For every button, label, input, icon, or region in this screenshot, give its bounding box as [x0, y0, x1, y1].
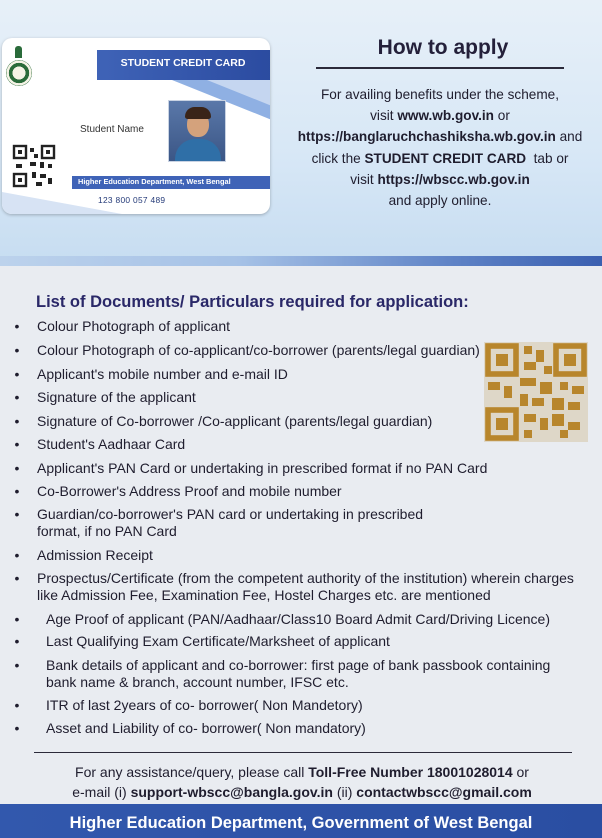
text: and [555, 129, 583, 145]
text: e-mail (i) [72, 784, 131, 800]
how-line [286, 126, 594, 147]
text: or [493, 108, 510, 124]
bullet-icon: • [14, 570, 20, 586]
list-item-text: Age Proof of applicant (PAN/Aadhaar/Class10 Board Admit Card/Driving Licence) [46, 611, 550, 627]
how-to-apply-body [286, 84, 594, 211]
portal-link[interactable]: https://banglaruchchashiksha.wb.gov.in [297, 129, 556, 145]
list-item-text: Signature of the applicant [37, 389, 196, 405]
bullet-icon: • [14, 547, 20, 563]
contact-info [28, 762, 576, 802]
list-item-text: Bank details of applicant and co-borrower: first page of bank passbook containing bank name & branch, account number, IFSC etc. [46, 657, 551, 690]
how-line [286, 169, 594, 190]
divider [34, 752, 572, 753]
bullet-icon: • [14, 506, 20, 522]
card-title: STUDENT CREDIT CARD [120, 57, 246, 69]
scc-tab-name: STUDENT CREDIT CARD [364, 150, 527, 166]
how-line [286, 148, 594, 169]
text: (ii) [332, 784, 357, 800]
text: For any assistance/query, please call [75, 764, 309, 780]
list-item-text: Guardian/co-borrower's PAN card or undertaking in prescribed format, if no PAN Card [37, 506, 424, 539]
how-to-apply-title: How to apply [377, 36, 509, 59]
bullet-icon: • [14, 318, 20, 334]
card-number: 123 800 057 489 [98, 195, 166, 205]
list-item-text: Last Qualifying Exam Certificate/Marksheet of applicant [46, 633, 390, 649]
application-qr-code-icon[interactable] [484, 342, 588, 442]
title-underline [316, 67, 564, 69]
header-divider-stripe [0, 256, 602, 266]
contact-line [28, 762, 576, 782]
wbscc-link[interactable]: https://wbscc.wb.gov.in [377, 171, 530, 187]
toll-free-number[interactable]: Toll-Free Number 18001028014 [308, 764, 513, 780]
bullet-icon: • [14, 611, 20, 627]
list-item-text: Colour Photograph of applicant [37, 318, 231, 334]
text: visit [350, 171, 378, 187]
list-item-text: Applicant's PAN Card or undertaking in prescribed format if no PAN Card [37, 460, 488, 476]
contact-line [28, 782, 576, 802]
how-line [286, 105, 594, 126]
student-photo [168, 100, 226, 162]
website-link[interactable]: www.wb.gov.in [397, 108, 494, 124]
list-item-text: Prospectus/Certificate (from the competent authority of the institution) wherein charges like Admission Fee, Examination Fee, Hostel Charges etc. are mentioned [37, 570, 574, 603]
text: click the [311, 150, 365, 166]
avatar-hair [185, 107, 211, 119]
bullet-icon: • [14, 413, 20, 429]
documents-title: List of Documents/ Particulars required for application: [36, 293, 469, 311]
list-item-text: Applicant's mobile number and e-mail ID [37, 366, 288, 382]
list-item-text: Admission Receipt [37, 547, 153, 563]
contact-email-link[interactable]: contactwbscc@gmail.com [356, 784, 532, 800]
bullet-icon: • [14, 633, 20, 649]
list-item-text: Student's Aadhaar Card [37, 436, 186, 452]
list-item-text: Co-Borrower's Address Proof and mobile number [37, 483, 342, 499]
bullet-icon: • [14, 697, 20, 713]
text: visit [370, 108, 398, 124]
bullet-icon: • [14, 720, 20, 736]
support-email-link[interactable]: support-wbscc@bangla.gov.in [130, 784, 333, 800]
bullet-icon: • [14, 483, 20, 499]
bullet-icon: • [14, 366, 20, 382]
text: tab or [526, 150, 569, 166]
list-item-text: ITR of last 2years of co- borrower( Non Mandetory) [46, 697, 363, 713]
west-bengal-seal-icon [6, 60, 32, 86]
list-item-text: Asset and Liability of co- borrower( Non mandatory) [46, 720, 366, 736]
card-department: Higher Education Department, West Bengal [78, 177, 231, 186]
student-name-label: Student Name [80, 124, 144, 135]
bullet-icon: • [14, 342, 20, 358]
avatar-body [175, 139, 221, 162]
how-line: For availing benefits under the scheme, [320, 87, 560, 102]
list-item-text: Colour Photograph of co-applicant/co-borrower (parents/legal guardian) [37, 342, 480, 358]
emblem-icon [15, 46, 22, 58]
bullet-icon: • [14, 436, 20, 452]
bullet-icon: • [14, 460, 20, 476]
list-item-text: Signature of Co-borrower /Co-applicant (parents/legal guardian) [37, 413, 433, 429]
student-credit-card-image [2, 38, 270, 214]
footer-text: Higher Education Department, Government of West Bengal [69, 814, 533, 832]
text: or [512, 764, 529, 780]
bullet-icon: • [14, 657, 20, 673]
bullet-icon: • [14, 389, 20, 405]
how-line: and apply online. [388, 193, 492, 209]
card-qr-code-icon [12, 144, 56, 188]
